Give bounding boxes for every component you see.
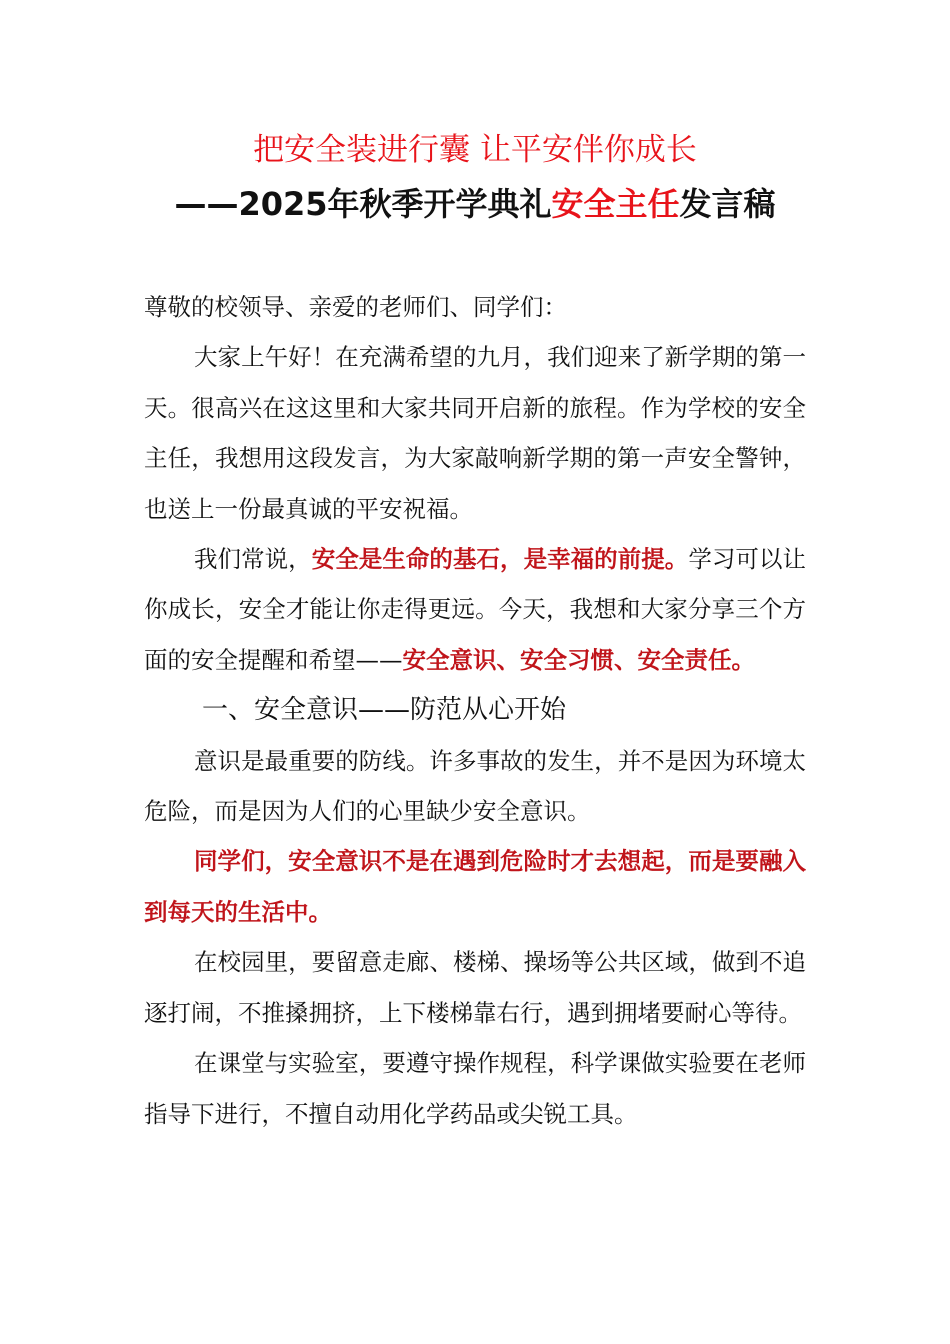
paragraph-campus: 在校园里，要留意走廊、楼梯、操场等公共区域，做到不追逐打闹，不推搡拥挤，上下楼梯靠右行，遇到拥堵要耐心等待。 — [144, 948, 806, 1027]
salutation: 尊敬的校领导、亲爱的老师们、同学们： — [144, 293, 567, 321]
intro-text-a: 我们常说， — [194, 545, 312, 574]
document-body — [144, 282, 806, 1139]
intro-highlight-1: 安全是生命的基石，是幸福的前提。 — [311, 545, 689, 574]
paragraph-intro — [144, 534, 806, 685]
intro-text-b: 学习可以让你成长，安全才能让你走得更远。今天，我想和大家分享三个方面的安全提醒和希望—— — [144, 545, 807, 674]
paragraph-classroom: 在课堂与实验室，要遵守操作规程，科学课做实验要在老师指导下进行，不擅自动用化学药品或尖锐工具。 — [144, 1049, 806, 1128]
subtitle-prefix: ——2025年秋季开学典礼 — [174, 185, 552, 223]
document-title: 把安全装进行囊 让平安伴你成长 — [253, 132, 697, 168]
document-subtitle — [150, 180, 800, 228]
subtitle-highlight: 安全主任 — [551, 185, 680, 223]
section-heading: 一、安全意识——防范从心开始 — [202, 695, 567, 726]
paragraph-awareness-highlight: 同学们，安全意识不是在遇到危险时才去想起，而是要融入到每天的生活中。 — [144, 847, 806, 926]
paragraph-awareness: 意识是最重要的防线。许多事故的发生，并不是因为环境太危险，而是因为人们的心里缺少安全意识。 — [144, 746, 806, 826]
subtitle-suffix: 发言稿 — [679, 185, 776, 223]
intro-highlight-2: 安全意识、安全习惯、安全责任。 — [402, 645, 755, 674]
paragraph-greeting: 大家上午好！在充满希望的九月，我们迎来了新学期的第一天。很高兴在这这里和大家共同开启新的旅程。作为学校的安全主任，我想用这段发言，为大家敲响新学期的第一声安全警钟，也送上一份最真诚的平安祝福。 — [144, 343, 806, 523]
